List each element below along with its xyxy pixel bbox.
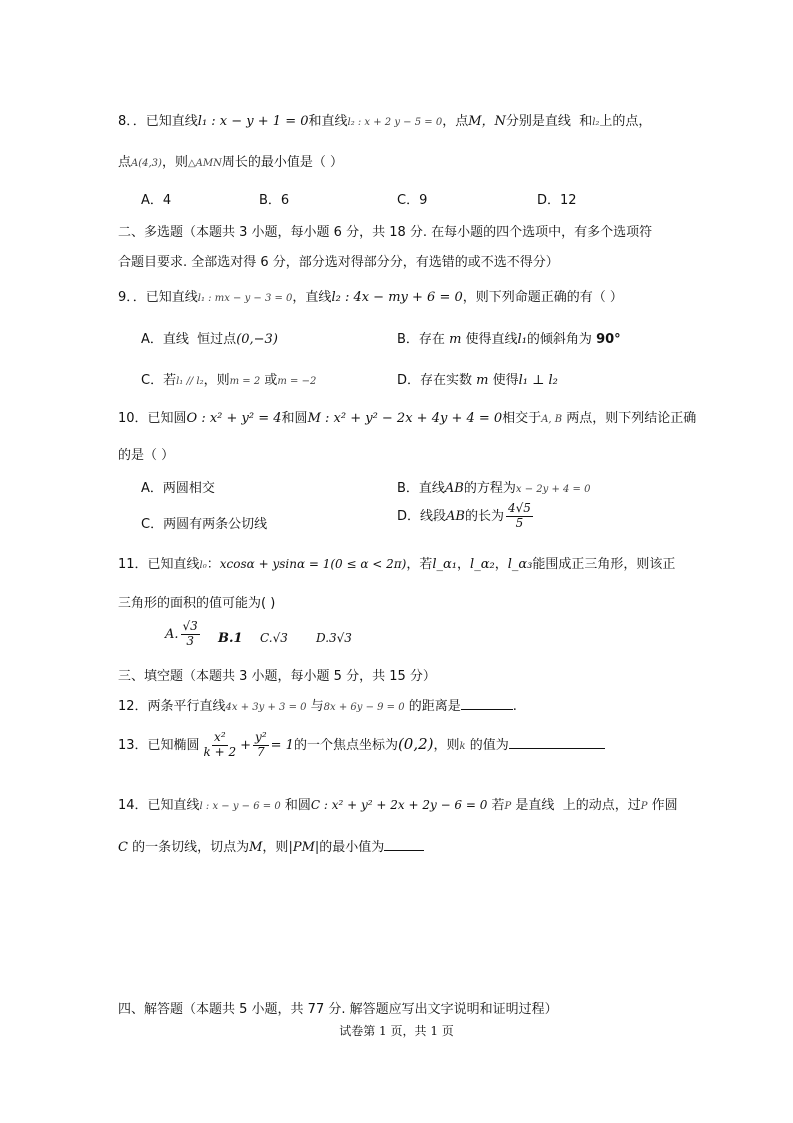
q11-stem2: 三角形的面积的值可能为( ) [118,596,276,611]
q10-stem: 10．已知圆O : x² + y² = 4和圆M : x² + y² − 2x + 4y + 4 = 0相交于A, B 两点，则下列结论正确 [118,411,697,426]
q8-option-d: D．12 [537,193,577,208]
q10-stem2: 的是（ ） [118,448,175,463]
q10-option-b: B．直线AB的方程为x − 2y + 4 = 0 [397,481,591,496]
q11-option-a-fraction: $\frac{√3}{3}$ [182,619,198,648]
q12-answer-blank[interactable] [461,697,513,710]
q13-x-fraction: $\frac{\text{x²}}{k + 2}$ [203,730,237,759]
q11-option-d: D.3√3 [316,631,352,645]
section3-heading: 三、填空题（本题共 3 小题，每小题 5 分，共 15 分） [118,669,436,684]
q9-stem: 9．．已知直线l₁ : mx − y − 3 = 0，直线l₂ : 4x − my + 6 = 0，则下列命题正确的有（ ） [118,290,623,305]
q14-answer-blank[interactable] [384,838,424,851]
section4-heading: 四、解答题（本题共 5 小题，共 77 分. 解答题应写出文字说明和证明过程） [118,1002,558,1017]
section2-heading-line1: 二、多选题（本题共 3 小题，每小题 6 分，共 18 分. 在每小题的四个选项中，有多个选项符 [118,225,653,240]
q10-option-c: C．两圆有两条公切线 [141,517,268,532]
q14-line2: C 的一条切线，切点为M，则|PM|的最小值为 [118,836,424,855]
page-footer: 试卷第 1 页，共 1 页 [339,1024,454,1038]
q13-answer-blank[interactable] [509,736,605,749]
q11-option-c: C.√3 [260,631,288,645]
q9-option-b: B．存在 m 使得直线l₁的倾斜角为 90° [397,332,621,347]
q8-option-c: C．9 [397,193,428,208]
q8-l2-equation: l₂ : x + 2 y − 5 = 0 [347,117,443,128]
q11-option-b: B.1 [218,631,243,646]
q10-option-d: D．线段AB的长为 $\frac{4√5}{5}$ [397,501,531,530]
q13-y-fraction: $\frac{\text{y²}}{7}$ [255,730,267,759]
q11-stem: 11．已知直线l₀：xcosα + ysinα = 1(0 ≤ α < 2π)，若l_α₁，l_α₂，l_α₃能围成正三角形，则该正 [118,557,676,572]
q13-stem: 13．已知椭圆 $\frac{\text{x²}}{k + 2}$ + $\frac{\text{y²}}{7}$ = 1的一个焦点坐标为(0,2)，则k 的值为 [118,731,605,760]
q14-line1: 14．已知直线l : x − y − 6 = 0 和圆C : x² + y² + 2x + 2y − 6 = 0 若P 是直线 上的动点，过P 作圆 [118,798,678,813]
q8-option-b: B．6 [259,193,290,208]
q8-line1: 8．．已知直线l₁ : x − y + 1 = 0和直线l₂ : x + 2 y − 5 = 0，点M，N分别是直线 和l₂上的点， [118,114,652,129]
q10-option-a: A．两圆相交 [141,481,215,496]
q9-option-a: A．直线 恒过点(0,−3) [141,332,278,347]
q8-option-a: A．4 [141,193,172,208]
section2-heading-line2: 合题目要求. 全部选对得 6 分，部分选对得部分分，有选错的或不选不得分） [118,255,559,270]
q9-option-d: D．存在实数 m 使得l₁ ⊥ l₂ [397,373,558,388]
q9-option-c: C．若l₁ // l₂，则m = 2 或m = −2 [141,373,317,388]
q12-stem: 12．两条平行直线4x + 3y + 3 = 0 与8x + 6y − 9 = 0 的距离是 . [118,699,517,714]
q8-l1-equation: l₁ : x − y + 1 = 0 [197,114,309,129]
q8-line2: 点A(4,3)，则△AMN周长的最小值是（ ） [118,155,344,170]
q10-length-fraction: $\frac{4√5}{5}$ [507,501,531,530]
q11-option-a: A. $\frac{√3}{3}$ [165,619,198,648]
